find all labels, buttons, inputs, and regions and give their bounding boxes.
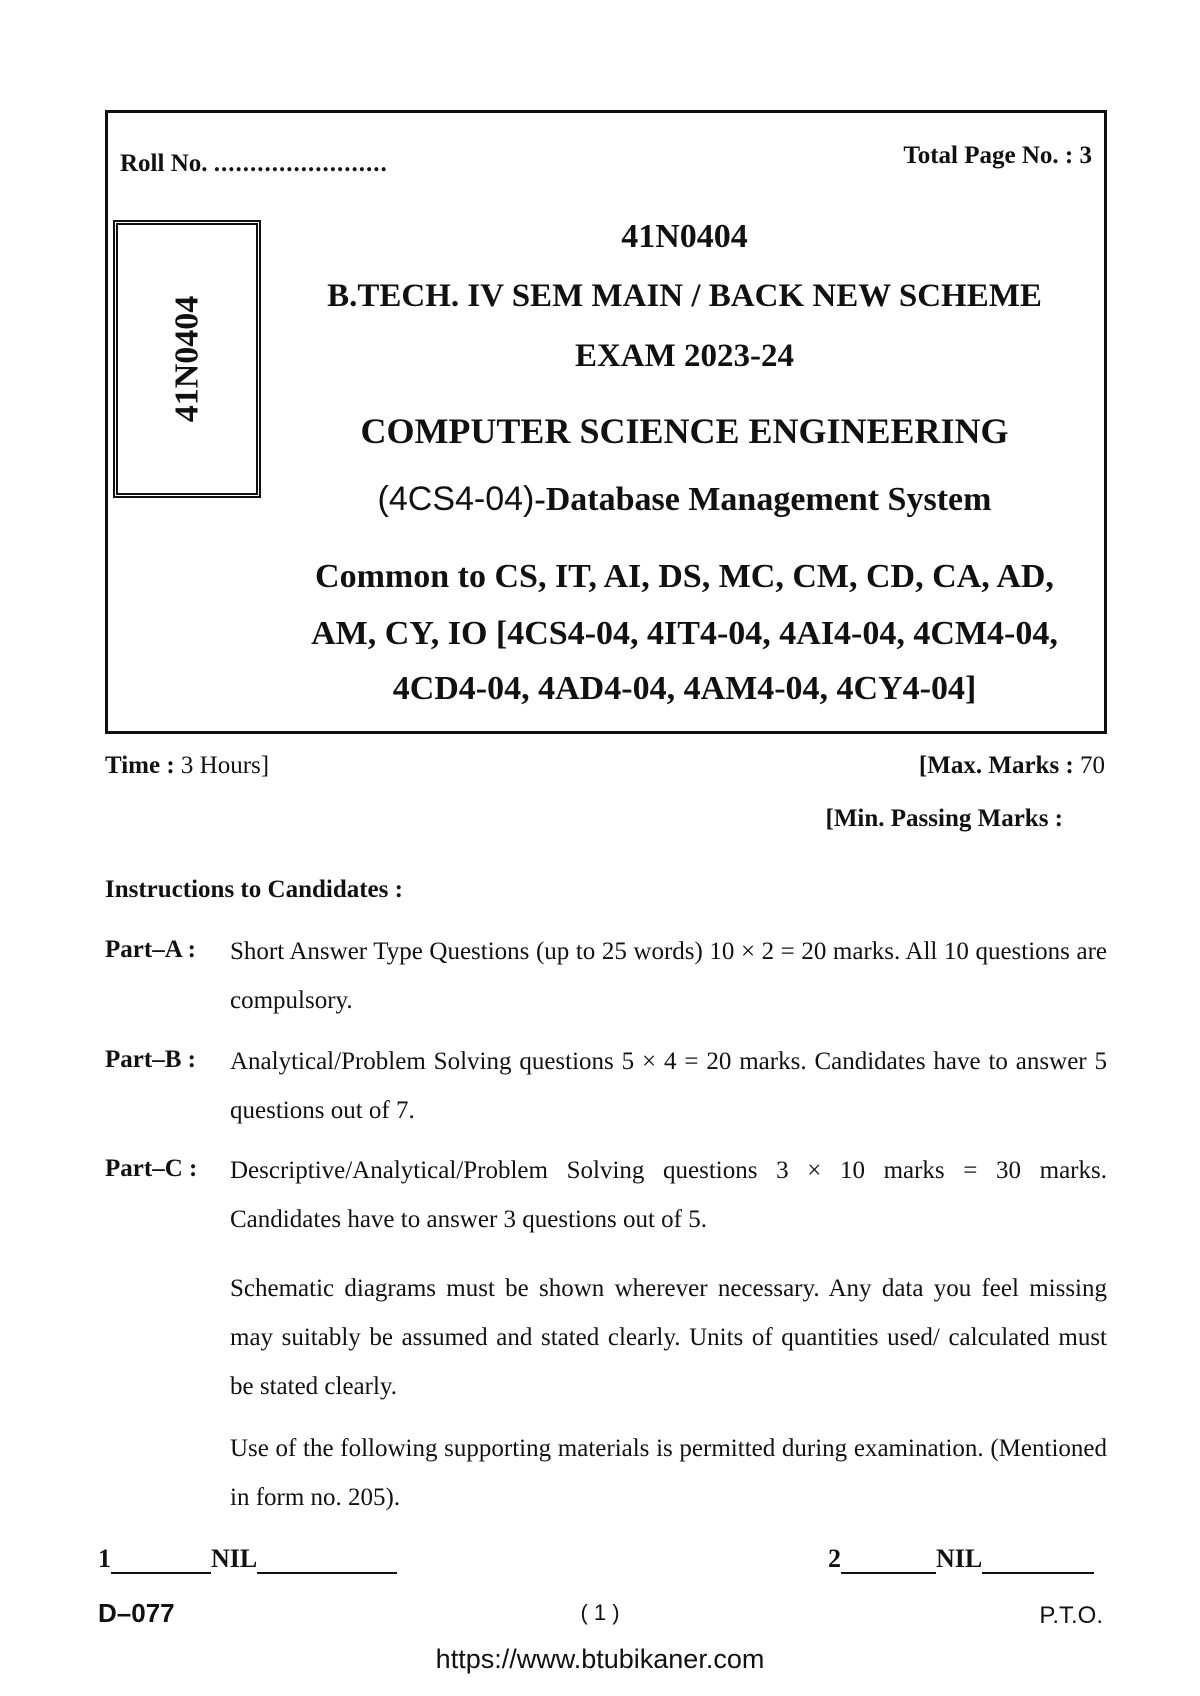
total-pages: Total Page No. : 3	[903, 142, 1092, 169]
roll-number-field	[120, 150, 388, 178]
pto-text: P.T.O.	[1039, 1602, 1103, 1629]
max-marks-value: 70	[1080, 752, 1105, 779]
part-c-text: Descriptive/Analytical/Problem Solving questions 3 × 10 marks = 30 marks. Candidates have to answer 3 questions out of 5.	[230, 1157, 1107, 1233]
material-1-value: NIL	[211, 1544, 258, 1573]
exam-title-line1: B.TECH. IV SEM MAIN / BACK NEW SCHEME	[327, 278, 1042, 314]
paper-serial-code: D–077	[98, 1598, 175, 1628]
time-label: Time :	[105, 752, 175, 779]
part-c-label: Part–C :	[105, 1155, 198, 1182]
roll-label: Roll No.	[120, 150, 208, 177]
material-2-number: 2	[828, 1544, 841, 1573]
instructions-heading: Instructions to Candidates :	[105, 876, 403, 903]
common-to-line2: AM, CY, IO [4CS4-04, 4IT4-04, 4AI4-04, 4CM4-04,	[311, 615, 1058, 652]
part-a-label: Part–A :	[105, 936, 196, 963]
material-1	[98, 1544, 397, 1574]
material-1-line-a	[111, 1544, 211, 1574]
material-2-line-b	[982, 1544, 1094, 1574]
material-1-line-b	[257, 1544, 397, 1574]
subject-name: -Database Management System	[534, 481, 992, 518]
time-info	[105, 752, 269, 780]
max-marks-label: [Max. Marks :	[918, 752, 1074, 779]
page-number: ( 1 )	[580, 1600, 620, 1625]
paper-code: 41N0404	[621, 218, 748, 255]
branch-title: COMPUTER SCIENCE ENGINEERING	[360, 411, 1009, 451]
common-to-line1: Common to CS, IT, AI, DS, MC, CM, CD, CA, AD,	[315, 558, 1054, 595]
time-value: 3 Hours]	[180, 752, 270, 779]
material-1-number: 1	[98, 1544, 111, 1573]
subject-code: (4CS4-04)	[377, 480, 535, 518]
exam-title-line2: EXAM 2023-24	[574, 338, 795, 374]
roll-dots: ........................	[213, 150, 388, 177]
part-a-text: Short Answer Type Questions (up to 25 words) 10 × 2 = 20 marks. All 10 questions are compulsory.	[230, 938, 1107, 1014]
vertical-paper-code: 41N0404	[168, 295, 205, 423]
materials-note: Use of the following supporting materials is permitted during examination. (Mentioned in form no. 205).	[230, 1435, 1107, 1511]
part-b-text: Analytical/Problem Solving questions 5 × 4 = 20 marks. Candidates have to answer 5 questions out of 7.	[230, 1048, 1107, 1124]
subject-title	[262, 480, 1107, 519]
common-to-line3: 4CD4-04, 4AD4-04, 4AM4-04, 4CY4-04]	[392, 670, 977, 707]
min-passing-marks: [Min. Passing Marks :	[825, 805, 1063, 832]
vertical-code-wrap	[113, 220, 261, 498]
source-url[interactable]: https://www.btubikaner.com	[435, 1644, 765, 1674]
part-b-label: Part–B :	[105, 1046, 196, 1073]
material-2	[828, 1544, 1094, 1574]
schematic-note: Schematic diagrams must be shown wherever necessary. Any data you feel missing may suitably be assumed and stated clearly. Units of quantities used/ calculated must be stated clearly.	[230, 1275, 1107, 1400]
material-2-line-a	[841, 1544, 936, 1574]
max-marks	[919, 752, 1105, 780]
material-2-value: NIL	[936, 1544, 983, 1573]
